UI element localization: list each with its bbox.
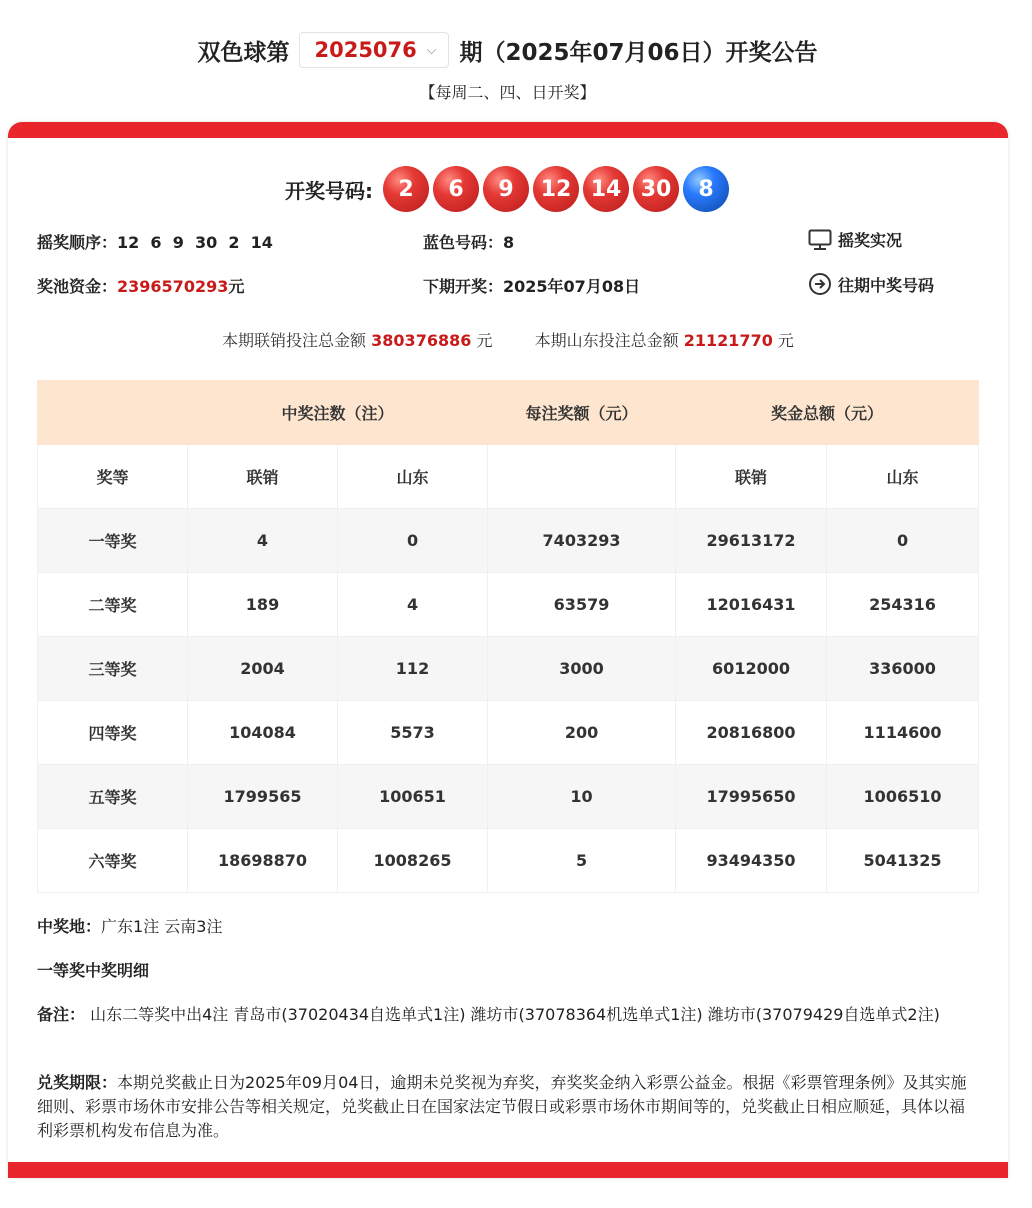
winning-regions-value: 广东1注 云南3注 bbox=[101, 917, 223, 936]
remarks bbox=[37, 1003, 977, 1027]
provincial-sales-label: 本期山东投注总金额 bbox=[534, 331, 679, 350]
prize-pool-label: 奖池资金： bbox=[37, 277, 118, 296]
national-sales-label: 本期联销投注总金额 bbox=[222, 331, 367, 350]
remarks-value: 山东二等奖中出4注 青岛市(37020434自选单式1注) 潍坊市(37078364机选单式1注) 潍坊市(37079429自选单式2注) bbox=[85, 1005, 940, 1024]
panel-top-bar bbox=[8, 122, 1008, 138]
subheader-level: 奖等 bbox=[38, 445, 188, 509]
blue-number-value: 8 bbox=[503, 233, 515, 252]
national-sales-unit: 元 bbox=[476, 331, 493, 350]
subheader-provincial: 山东 bbox=[338, 445, 488, 509]
table-row: 三等奖 2004 112 3000 6012000 336000 bbox=[38, 637, 979, 701]
table-row: 二等奖 189 4 63579 12016431 254316 bbox=[38, 573, 979, 637]
red-ball: 30 bbox=[633, 166, 679, 212]
first-prize-detail bbox=[37, 959, 977, 983]
prize-pool bbox=[37, 274, 244, 297]
next-draw bbox=[423, 274, 640, 297]
red-ball: 14 bbox=[583, 166, 629, 212]
provincial-sales-value: 21121770 bbox=[683, 331, 773, 350]
page-title bbox=[0, 32, 1015, 68]
blue-ball: 8 bbox=[683, 166, 729, 212]
prize-table bbox=[37, 380, 979, 893]
remarks-label: 备注： bbox=[37, 1005, 86, 1024]
claim-deadline-label: 兑奖期限： bbox=[37, 1073, 118, 1092]
prize-pool-unit: 元 bbox=[228, 277, 245, 296]
table-row: 五等奖 1799565 100651 10 17995650 1006510 bbox=[38, 765, 979, 829]
draw-order-value: 12 6 9 30 2 14 bbox=[117, 233, 273, 252]
table-row: 四等奖 104084 5573 200 20816800 1114600 bbox=[38, 701, 979, 765]
header-winning-count: 中奖注数（注） bbox=[188, 381, 488, 445]
claim-deadline bbox=[37, 1071, 977, 1143]
subheader-national: 联销 bbox=[676, 445, 827, 509]
issue-value: 2025076 bbox=[314, 38, 417, 62]
winning-regions bbox=[37, 915, 977, 939]
blue-number-label: 蓝色号码： bbox=[423, 233, 504, 252]
draw-schedule: 【每周二、四、日开奖】 bbox=[419, 83, 596, 102]
sales-summary bbox=[8, 328, 1008, 351]
arrow-right-circle-icon bbox=[808, 272, 832, 296]
page-header bbox=[0, 0, 1032, 122]
title-prefix: 双色球第 bbox=[197, 39, 290, 66]
history-link-label: 往期中奖号码 bbox=[838, 275, 935, 295]
live-draw-link[interactable] bbox=[808, 228, 902, 251]
table-row: 六等奖 18698870 1008265 5 93494350 5041325 bbox=[38, 829, 979, 893]
red-ball: 9 bbox=[483, 166, 529, 212]
history-link[interactable] bbox=[808, 272, 934, 296]
red-ball: 2 bbox=[383, 166, 429, 212]
live-draw-label: 摇奖实况 bbox=[838, 231, 903, 250]
red-ball: 12 bbox=[533, 166, 579, 212]
draw-order bbox=[37, 230, 273, 253]
header-total-prize: 奖金总额（元） bbox=[676, 381, 979, 445]
result-panel bbox=[8, 122, 1008, 1178]
provincial-sales-unit: 元 bbox=[777, 331, 794, 350]
winning-numbers-label: 开奖号码: bbox=[285, 178, 373, 203]
title-suffix: 期（2025年07月06日）开奖公告 bbox=[459, 39, 818, 66]
winning-regions-label: 中奖地： bbox=[37, 917, 102, 936]
next-draw-value: 2025年07月08日 bbox=[503, 277, 641, 296]
winning-numbers bbox=[8, 166, 1008, 212]
table-row: 一等奖 4 0 7403293 29613172 0 bbox=[38, 509, 979, 573]
national-sales-value: 380376886 bbox=[371, 331, 472, 350]
panel-bottom-bar bbox=[8, 1162, 1008, 1178]
prize-pool-value: 2396570293 bbox=[117, 277, 229, 296]
claim-deadline-value: 本期兑奖截止日为2025年09月04日，逾期未兑奖视为弃奖，弃奖奖金纳入彩票公益金。根据《彩票管理条例》及其实施细则、彩票市场休市安排公告等相关规定，兑奖截止日在国家法定节假日或彩票市场休市期间等的，兑奖截止日相应顺延，具体以福利彩票机构发布信息为准。 bbox=[37, 1073, 967, 1140]
table-subheader-row bbox=[38, 445, 979, 509]
blue-number bbox=[423, 230, 514, 253]
next-draw-label: 下期开奖： bbox=[423, 277, 504, 296]
subheader-provincial: 山东 bbox=[827, 445, 979, 509]
draw-order-label: 摇奖顺序： bbox=[37, 233, 118, 252]
chevron-down-icon: ⌵ bbox=[426, 42, 437, 58]
issue-select[interactable] bbox=[299, 32, 449, 68]
table-header-row bbox=[38, 381, 979, 445]
header-per-bet: 每注奖额（元） bbox=[488, 381, 676, 445]
subheader-national: 联销 bbox=[188, 445, 338, 509]
monitor-icon bbox=[808, 229, 832, 251]
red-ball: 6 bbox=[433, 166, 479, 212]
first-prize-detail-title: 一等奖中奖明细 bbox=[37, 961, 150, 980]
